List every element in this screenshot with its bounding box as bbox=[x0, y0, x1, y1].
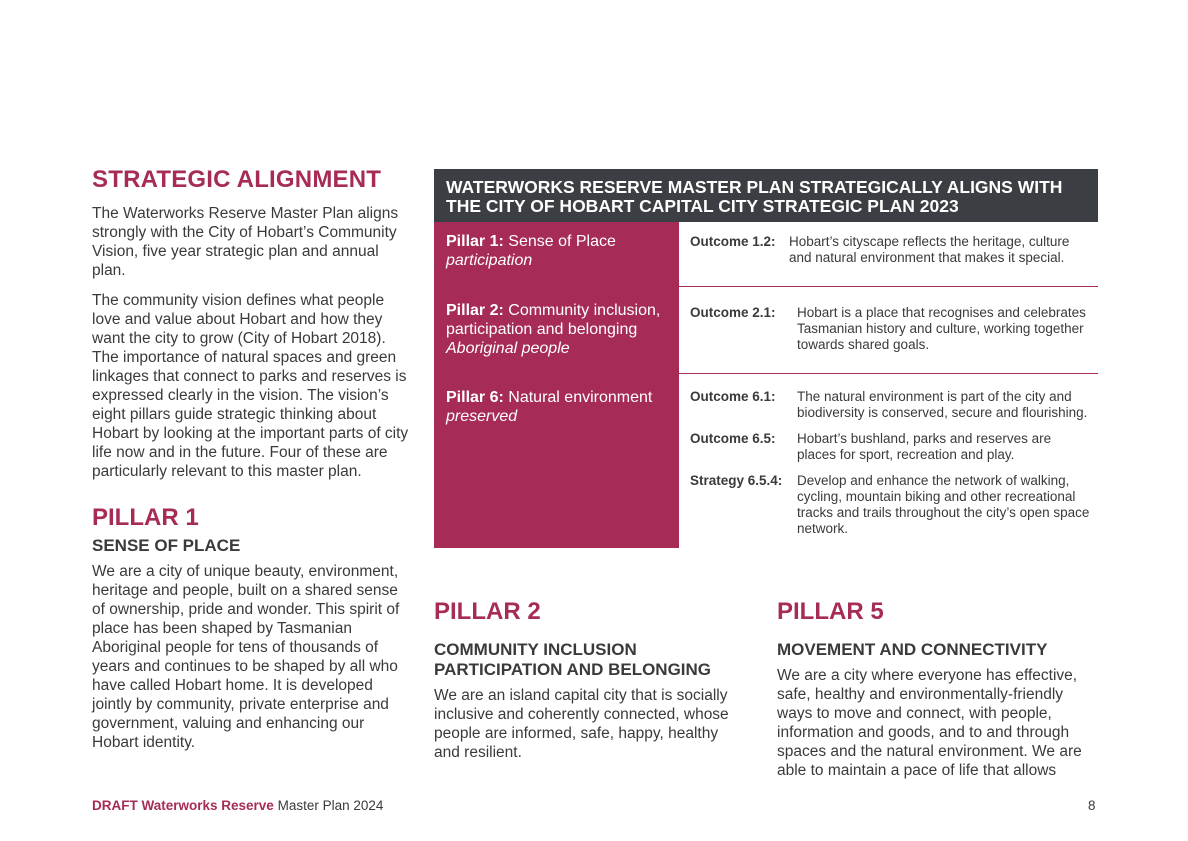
outcome-row bbox=[690, 305, 1092, 353]
pillar-5-text: We are a city where everyone has effective, safe, healthy and environmentally-friendly ways to move and connect, with people, information and goods, and to and through spaces and the natural environment. We are able to maintain a pace of life that allows bbox=[777, 667, 1082, 779]
strategic-alignment-heading: STRATEGIC ALIGNMENT bbox=[92, 166, 382, 193]
pillar-cell bbox=[434, 374, 679, 548]
page-number: 8 bbox=[1088, 798, 1096, 813]
pillar-5-subheading: MOVEMENT AND CONNECTIVITY bbox=[777, 640, 1048, 659]
intro-paragraph: The Waterworks Reserve Master Plan aligns strongly with the City of Hobart’s Community Vision, five year strategic plan and annual plan. bbox=[92, 205, 399, 279]
footer-title bbox=[92, 798, 383, 813]
pillar-2-subheading: COMMUNITY INCLUSION PARTICIPATION AND BELONGING bbox=[434, 640, 712, 679]
outcome-label: Outcome 1.2: bbox=[690, 234, 776, 249]
pillar-2-section bbox=[434, 598, 744, 773]
outcome-row bbox=[690, 431, 1092, 463]
outcome-text: Hobart’s cityscape reflects the heritage, culture and natural environment that makes it special. bbox=[789, 234, 1070, 265]
pillar-2-heading: PILLAR 2 bbox=[434, 598, 541, 625]
pillar-cell bbox=[434, 287, 679, 373]
pillar-5-section bbox=[777, 598, 1097, 791]
pillar-1-heading: PILLAR 1 bbox=[92, 504, 199, 531]
pillar-name: Community inclusion, participation and belonging bbox=[446, 302, 661, 338]
left-column bbox=[92, 166, 410, 763]
outcome-label: Outcome 2.1: bbox=[690, 305, 776, 320]
outcome-label: Outcome 6.1: bbox=[690, 389, 776, 404]
outcome-cell bbox=[679, 222, 1098, 286]
outcome-cell bbox=[679, 374, 1098, 548]
pillar-italic: participation bbox=[446, 252, 533, 269]
pillar-cell bbox=[434, 222, 679, 286]
outcome-text: Hobart is a place that recognises and celebrates Tasmanian history and culture, working together towards shared goals. bbox=[797, 305, 1086, 352]
pillar-italic: Aboriginal people bbox=[446, 340, 570, 357]
pillar-1-subheading: SENSE OF PLACE bbox=[92, 536, 241, 555]
outcome-text: Hobart’s bushland, parks and reserves are places for sport, recreation and play. bbox=[797, 431, 1052, 462]
strategy-row bbox=[690, 473, 1092, 537]
strategy-text: Develop and enhance the network of walking, cycling, mountain biking and other recreational tracks and trails throughout the city’s open space network. bbox=[797, 473, 1090, 536]
footer-title-bold: DRAFT Waterworks Reserve bbox=[92, 798, 274, 813]
community-vision-paragraph: The community vision defines what people love and value about Hobart and how they want the city to grow (City of Hobart 2018). The importance of natural spaces and green linkages that connect to parks and reserves is expressed clearly in the vision. The vision’s eight pillars guide strategic thinking about Hobart by looking at the important parts of city life now and in the future. Four of these are particularly relevant to this master plan. bbox=[92, 292, 409, 480]
table-row bbox=[434, 287, 1098, 374]
outcome-text: The natural environment is part of the city and biodiversity is conserved, secure and flourishing. bbox=[797, 389, 1088, 420]
outcome-cell bbox=[679, 287, 1098, 373]
alignment-table bbox=[434, 169, 1098, 548]
pillar-5-heading: PILLAR 5 bbox=[777, 598, 884, 625]
pillar-label: Pillar 1: bbox=[446, 233, 504, 250]
pillar-label: Pillar 2: bbox=[446, 302, 504, 319]
table-row bbox=[434, 222, 1098, 287]
pillar-name: Natural environment bbox=[508, 389, 653, 406]
pillar-1-text: We are a city of unique beauty, environment, heritage and people, built on a shared sense of ownership, pride and wonder. This spirit of place has been shaped by Tasmanian Aboriginal people for tens of thousands of years and continues to be shaped by all who have called Hobart home. It is developed jointly by community, private enterprise and government, valuing and enhancing our Hobart identity. bbox=[92, 563, 400, 751]
outcome-row bbox=[690, 234, 1092, 266]
pillar-italic: preserved bbox=[446, 408, 518, 425]
pillar-label: Pillar 6: bbox=[446, 389, 504, 406]
outcome-label: Outcome 6.5: bbox=[690, 431, 776, 446]
alignment-table-title: WATERWORKS RESERVE MASTER PLAN STRATEGICALLY ALIGNS WITH THE CITY OF HOBART CAPITAL CITY STRATEGIC PLAN 2023 bbox=[434, 169, 1098, 222]
pillar-2-text: We are an island capital city that is socially inclusive and coherently connected, whose people are informed, safe, happy, healthy and resilient. bbox=[434, 687, 729, 761]
outcome-row bbox=[690, 389, 1092, 421]
table-row bbox=[434, 374, 1098, 548]
strategy-label: Strategy 6.5.4: bbox=[690, 473, 783, 488]
pillar-name: Sense of Place bbox=[508, 233, 616, 250]
footer-title-rest: Master Plan 2024 bbox=[277, 798, 384, 813]
